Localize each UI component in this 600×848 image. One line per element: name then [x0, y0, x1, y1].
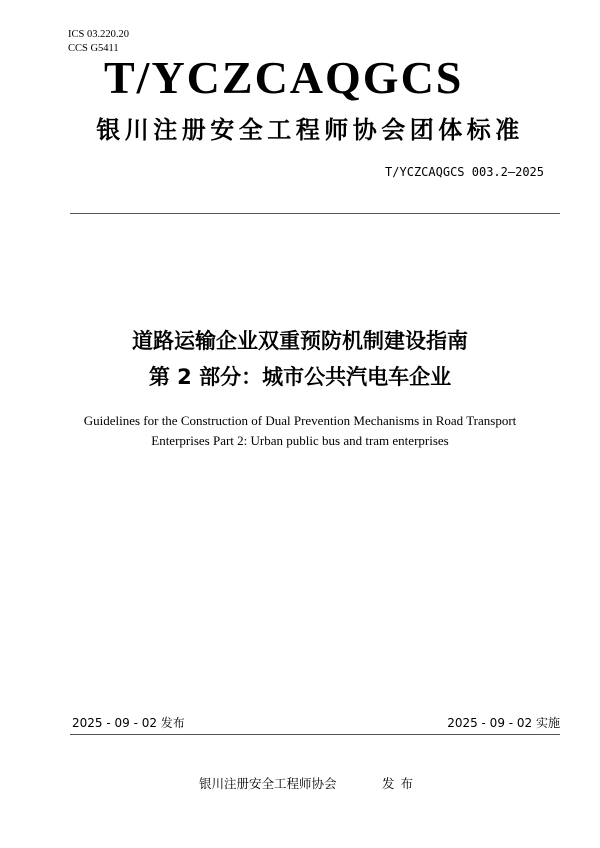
standard-number: T/YCZCAQGCS 003.2—2025 — [385, 165, 544, 179]
publisher-name: 银川注册安全工程师协会 — [199, 776, 337, 791]
publish-date: 2025 - 09 - 02 发布 — [72, 716, 185, 730]
standard-code-heading: T/YCZCAQGCS — [104, 52, 464, 103]
organization-standard-title: 银川注册安全工程师协会团体标准 — [96, 116, 524, 144]
english-title-line-1: Guidelines for the Construction of Dual Prevention Mechanisms in Road Transport — [83, 413, 517, 428]
publish-label: 发布 — [382, 776, 420, 791]
top-divider — [70, 213, 560, 214]
ccs-code: CCS G5411 — [68, 43, 119, 54]
english-title-line-2: Enterprises Part 2: Urban public bus and tram enterprises — [151, 433, 449, 448]
chinese-title-line-2: 第 2 部分：城市公共汽电车企业 — [148, 365, 452, 389]
bottom-divider — [70, 734, 560, 735]
chinese-title-line-1: 道路运输企业双重预防机制建设指南 — [132, 329, 468, 353]
implementation-date: 2025 - 09 - 02 实施 — [447, 716, 560, 730]
ics-code: ICS 03.220.20 — [68, 29, 129, 40]
